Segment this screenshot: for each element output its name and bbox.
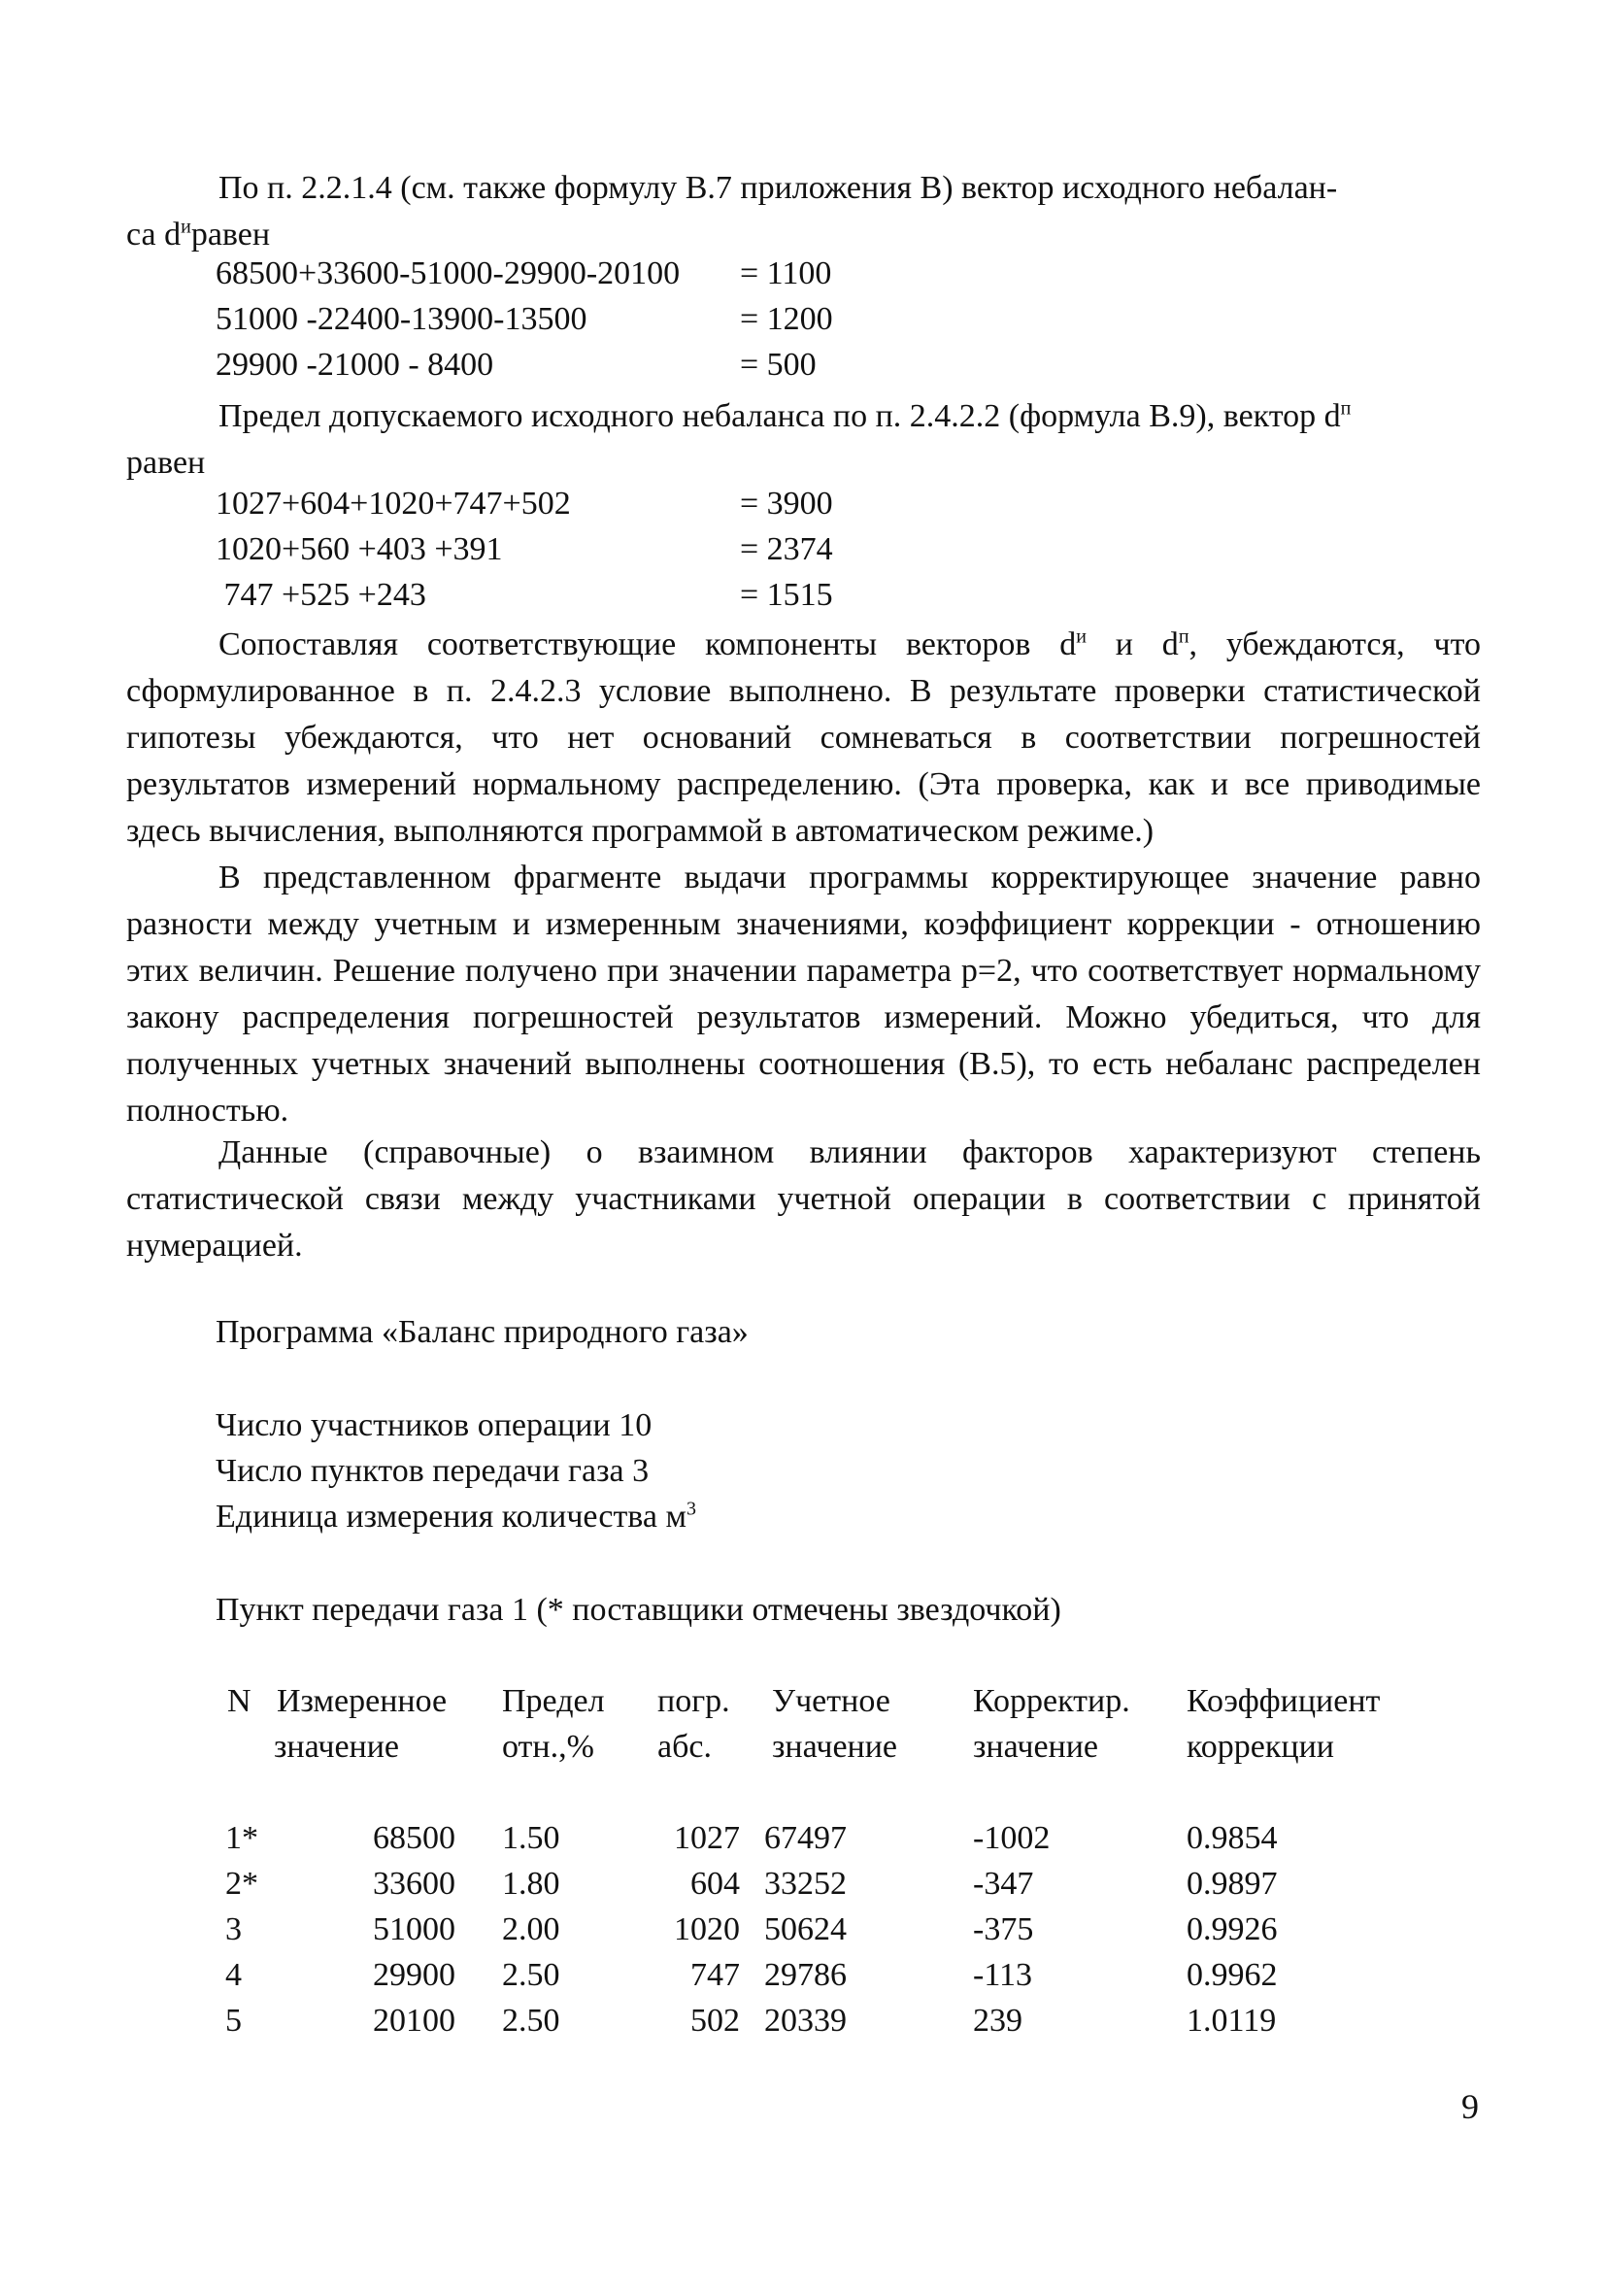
- limit-vector-equations: [216, 481, 833, 618]
- measured-value: 29900: [373, 1957, 455, 1993]
- superscript-u: и: [181, 216, 191, 238]
- intro-paragraph: [126, 165, 1481, 258]
- program-title: Программа «Баланс природного газа»: [216, 1314, 749, 1350]
- equation-result: = 1515: [740, 577, 833, 613]
- equation-result: = 500: [740, 347, 817, 383]
- column-header: коррекции: [1187, 1729, 1334, 1765]
- equation-result: = 1200: [740, 301, 833, 337]
- compare-paragraph: Сопоставляя соответствующие компоненты векторов $d^и$ и $d^п$, убеждаются, что сформулированное в п. 2.4.2.3 условие выполнено. В результате проверки статистической гипотезы убеждаются, что нет оснований сомневаться в соответствии погрешностей результатов измерений нормальному распределению. (Эта проверка, как и все приводимые здесь вычисления, выполняются программой в автоматическом режиме.): [126, 625, 1481, 849]
- equation-row: [216, 251, 833, 296]
- measured-value: 68500: [373, 1820, 455, 1856]
- relative-limit: 2.50: [502, 2003, 560, 2039]
- column-header: Учетное: [772, 1683, 890, 1719]
- column-header: значение: [772, 1729, 898, 1765]
- correction-value: -1002: [973, 1820, 1051, 1856]
- equation-row: [216, 481, 833, 526]
- row-number: 2*: [225, 1866, 258, 1902]
- relative-limit: 1.50: [502, 1820, 560, 1856]
- column-header: Коэффициент: [1187, 1683, 1381, 1719]
- fragment-paragraph: В представленном фрагменте выдачи программы корректирующее значение равно разности между учетным и измеренным значениями, коэффициент коррекции - отношению этих величин. Решение получено при значении параметра p=2, что соответствует нормальному закону распределения погрешностей результатов измерений. Можно убедиться, что для полученных учетных значений выполнены соотношения (В.5), то есть небаланс распределен полностью.: [126, 860, 1481, 1129]
- column-header: Измеренное: [277, 1683, 448, 1719]
- limit-line2: равен: [126, 445, 206, 481]
- accounting-value: 33252: [764, 1866, 847, 1902]
- absolute-limit: 747: [690, 1957, 740, 1993]
- column-header: значение: [274, 1729, 400, 1765]
- column-header: абс.: [657, 1729, 712, 1765]
- accounting-value: 67497: [764, 1820, 847, 1856]
- correction-coefficient: 0.9962: [1187, 1957, 1278, 1993]
- column-header: N: [227, 1683, 251, 1719]
- intro-line1: По п. 2.2.1.4 (см. также формулу В.7 приложения В) вектор исходного небалан-: [218, 170, 1338, 206]
- relative-limit: 1.80: [502, 1866, 560, 1902]
- correction-coefficient: 0.9897: [1187, 1866, 1278, 1902]
- row-number: 4: [225, 1957, 242, 1993]
- equation-expression: 68500+33600-51000-29900-20100: [216, 255, 681, 291]
- column-header: погр.: [657, 1683, 730, 1719]
- column-header: Корректир.: [973, 1683, 1130, 1719]
- superscript-p: п: [1340, 397, 1352, 420]
- correction-value: -113: [973, 1957, 1033, 1993]
- reference-paragraph: Данные (справочные) о взаимном влиянии факторов характеризуют степень статистической связи между участниками учетной операции в соответствии с принятой нумерацией.: [126, 1134, 1481, 1264]
- equation-result: = 3900: [740, 486, 833, 522]
- absolute-limit: 1027: [674, 1820, 740, 1856]
- equation-row: [216, 342, 833, 388]
- correction-value: -375: [973, 1911, 1034, 1947]
- correction-value: 239: [973, 2003, 1022, 2039]
- equation-expression: 1027+604+1020+747+502: [216, 486, 571, 522]
- intro-line2: са $d^иравен$: [126, 216, 271, 253]
- column-header: Предел: [502, 1683, 605, 1719]
- absolute-limit: 502: [690, 2003, 740, 2039]
- measured-value: 20100: [373, 2003, 455, 2039]
- accounting-value: 29786: [764, 1957, 847, 1993]
- relative-limit: 2.50: [502, 1957, 560, 1993]
- column-header: значение: [973, 1729, 1099, 1765]
- column-header: отн.,%: [502, 1729, 594, 1765]
- measured-value: 51000: [373, 1911, 455, 1947]
- page-number: 9: [1461, 2087, 1479, 2126]
- correction-coefficient: 0.9854: [1187, 1820, 1278, 1856]
- row-number: 5: [225, 2003, 242, 2039]
- measured-value: 33600: [373, 1866, 455, 1902]
- equation-expression: 29900 -21000 - 8400: [216, 347, 494, 383]
- relative-limit: 2.00: [502, 1911, 560, 1947]
- accounting-value: 50624: [764, 1911, 847, 1947]
- measurement-unit: Единица измерения количества $м^3$: [216, 1498, 697, 1535]
- correction-coefficient: 0.9926: [1187, 1911, 1278, 1947]
- absolute-limit: 1020: [674, 1911, 740, 1947]
- equation-expression: 747 +525 +243: [216, 577, 426, 613]
- participants-count: Число участников операции 10: [216, 1407, 653, 1443]
- absolute-limit: 604: [690, 1866, 740, 1902]
- transfer-point-title: Пункт передачи газа 1 (* поставщики отмечены звездочкой): [216, 1592, 1061, 1628]
- row-number: 3: [225, 1911, 242, 1947]
- correction-coefficient: 1.0119: [1187, 2003, 1277, 2039]
- row-number: 1*: [225, 1820, 258, 1856]
- equation-row: [216, 572, 833, 618]
- limit-paragraph: [126, 393, 1481, 487]
- equation-row: [216, 526, 833, 572]
- equation-expression: 51000 -22400-13900-13500: [216, 301, 587, 337]
- limit-line1: Предел допускаемого исходного небаланса по п. 2.4.2.2 (формула В.9), вектор $d^п$: [218, 397, 1352, 434]
- equation-expression: 1020+560 +403 +391: [216, 531, 503, 567]
- imbalance-vector-equations: [216, 251, 833, 388]
- correction-value: -347: [973, 1866, 1034, 1902]
- equation-row: [216, 296, 833, 342]
- transfer-points-count: Число пунктов передачи газа 3: [216, 1453, 650, 1489]
- equation-result: = 2374: [740, 531, 833, 567]
- accounting-value: 20339: [764, 2003, 847, 2039]
- equation-result: = 1100: [740, 255, 832, 291]
